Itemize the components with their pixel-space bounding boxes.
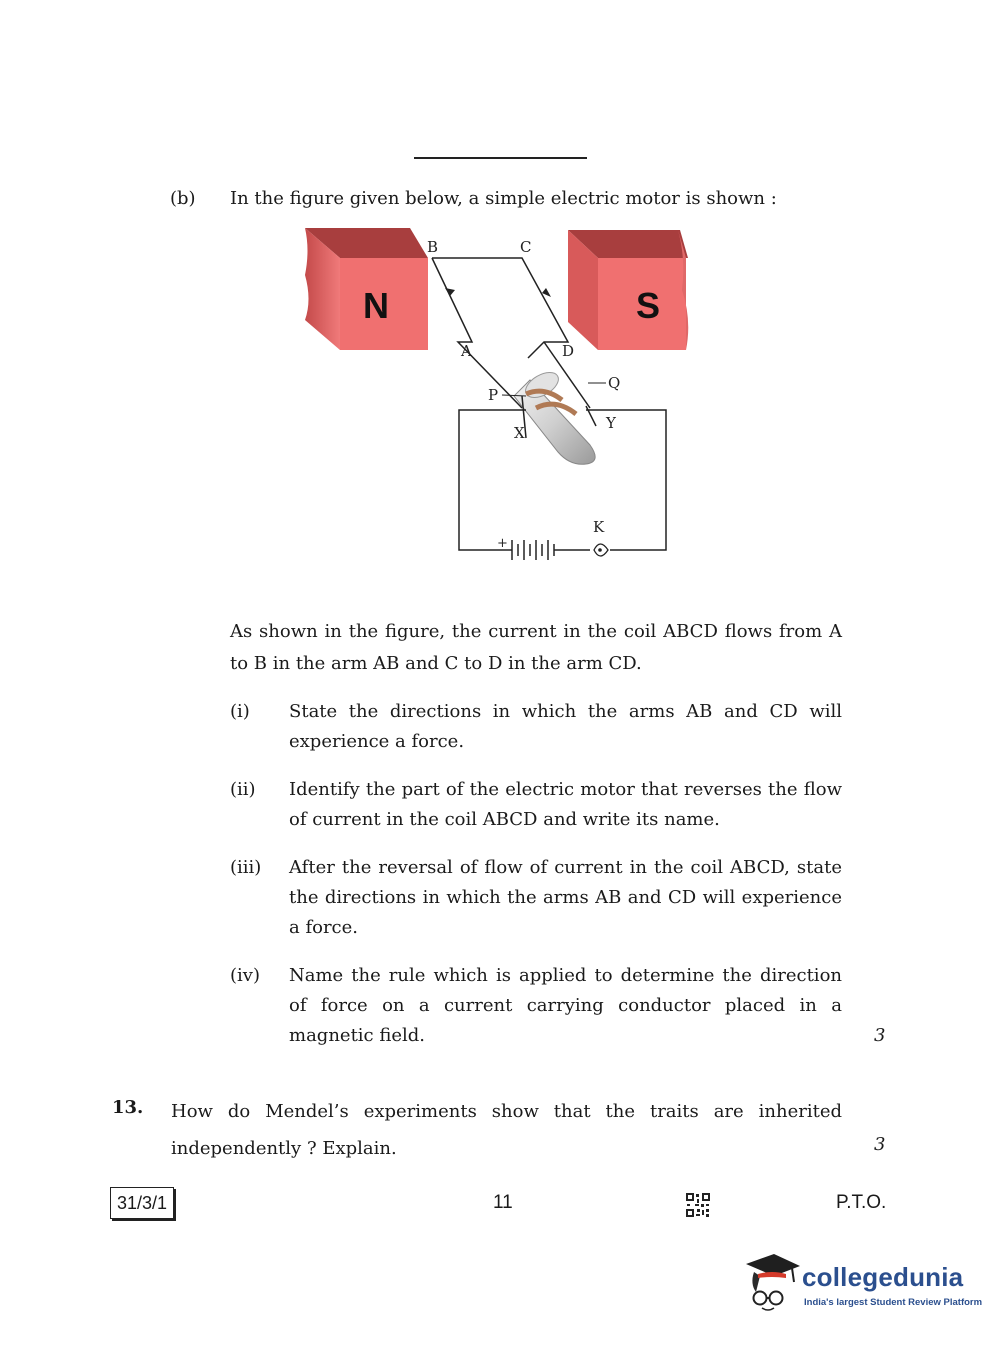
south-magnet	[568, 230, 688, 350]
question-b-label: (b)	[170, 188, 196, 209]
sub-question-text: Identify the part of the electric motor that reverses the flow of current in the coil ABCD and write its name.	[289, 779, 842, 830]
top-rule	[414, 157, 587, 159]
sub-question-num: (iii)	[230, 857, 262, 878]
collegedunia-mascot-logo	[742, 1248, 802, 1312]
figure-description: As shown in the figure, the current in the coil ABCD flows from A to B in the arm AB and C to D in the arm CD.	[230, 621, 842, 674]
sub-question-text: After the reversal of flow of current in the coil ABCD, state the directions in which the arms AB and CD will experience a force.	[289, 857, 842, 938]
sub-question-num: (iv)	[230, 965, 260, 986]
paper-code: 31/3/1	[110, 1187, 174, 1219]
commutator	[514, 367, 595, 464]
south-pole-label: S	[635, 285, 661, 326]
electric-motor-figure	[290, 220, 710, 570]
sub-question-num: (i)	[230, 701, 250, 722]
collegedunia-wordmark: collegedunia	[802, 1262, 964, 1292]
label-y: Y	[606, 414, 616, 432]
label-d: D	[562, 342, 575, 360]
sub-question-num: (ii)	[230, 779, 256, 800]
question-13-number: 13.	[112, 1097, 144, 1118]
label-x: X	[514, 424, 525, 442]
label-q: Q	[608, 374, 621, 392]
label-k: K	[593, 518, 605, 536]
marks-question-b: 3	[874, 1025, 886, 1046]
sub-question-text: State the directions in which the arms AB and CD will experience a force.	[289, 701, 842, 752]
label-c: C	[520, 238, 532, 256]
question-13-text: How do Mendel’s experiments show that the traits are inherited independently ? Explain.	[171, 1101, 842, 1159]
plug-key	[594, 544, 608, 556]
qr-code-icon	[685, 1192, 711, 1218]
arrow-ab	[445, 288, 455, 296]
north-pole-label: N	[363, 285, 389, 326]
label-a: A	[461, 342, 472, 360]
marks-question-13: 3	[874, 1134, 886, 1155]
sub-question-text: Name the rule which is applied to determine the direction of force on a current carrying conductor placed in a magnetic field.	[289, 965, 842, 1046]
battery	[502, 540, 562, 560]
collegedunia-tagline: India's largest Student Review Platform	[804, 1297, 983, 1308]
page-number: 11	[493, 1192, 513, 1213]
coil-abcd	[432, 258, 590, 408]
label-b: B	[427, 238, 439, 256]
please-turn-over: P.T.O.	[836, 1192, 887, 1213]
label-plus: +	[497, 536, 508, 551]
label-p: P	[488, 386, 499, 404]
question-b-intro: In the figure given below, a simple electric motor is shown :	[230, 188, 777, 209]
